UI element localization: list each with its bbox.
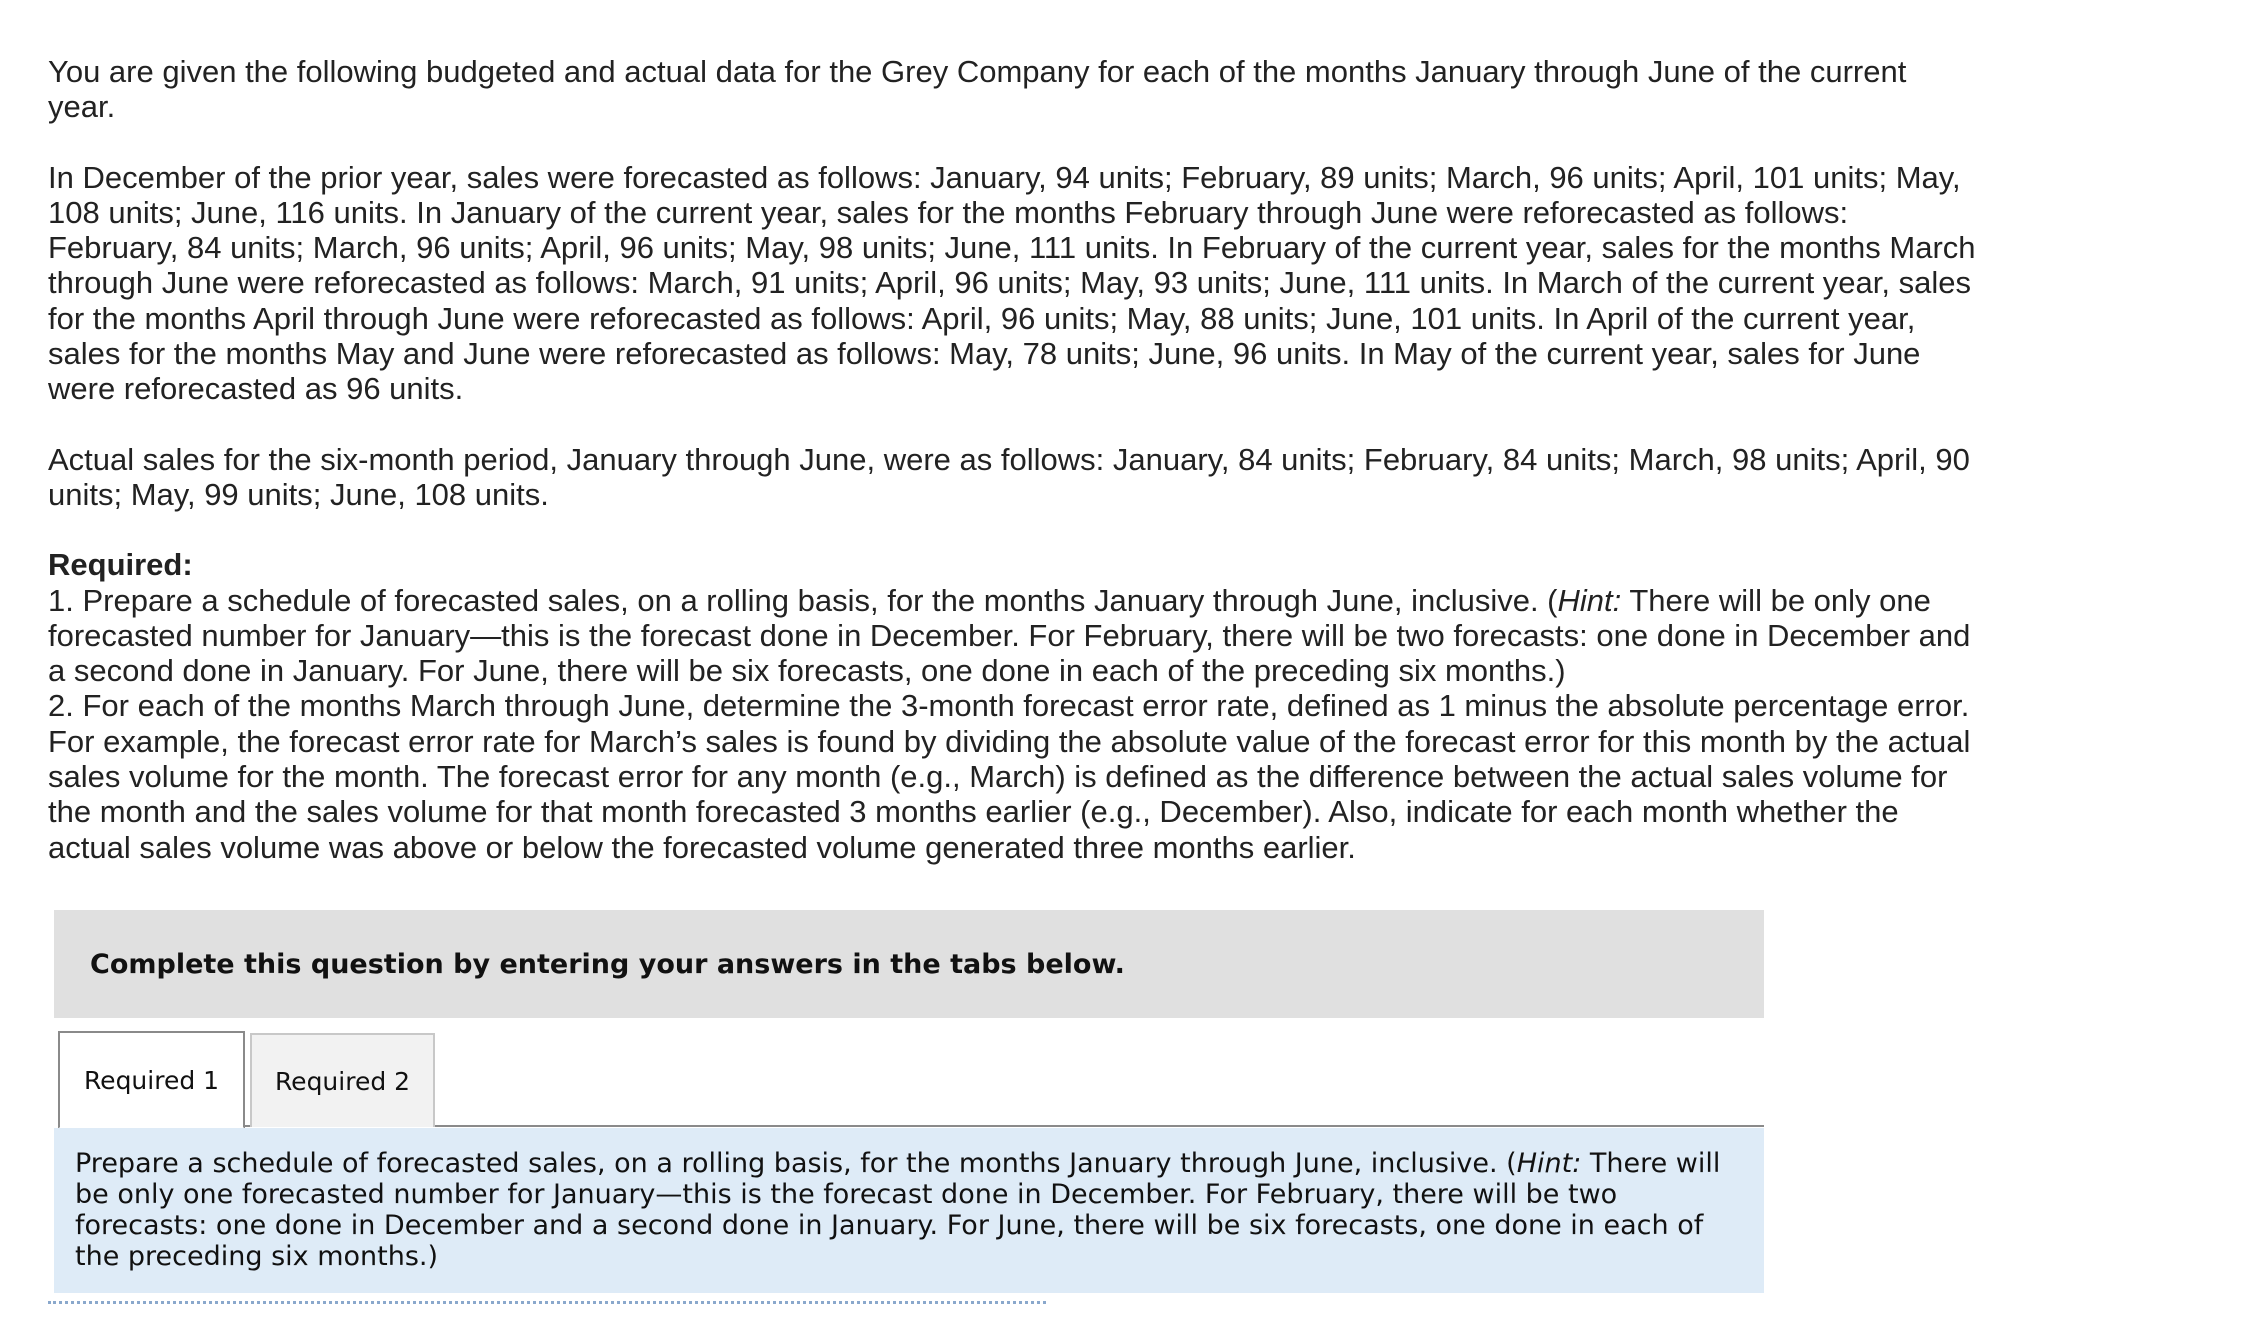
instruction-text: Complete this question by entering your answers in the tabs below.: [90, 948, 1125, 980]
problem-statement: [48, 54, 1978, 865]
dotted-divider: [48, 1301, 1046, 1304]
required-section: [48, 547, 1978, 865]
tab-required-2[interactable]: [250, 1033, 435, 1127]
tab-panel-text-prefix: Prepare a schedule of forecasted sales, on a rolling basis, for the months January through June, inclusive. (: [75, 1148, 1517, 1179]
required-heading: Required:: [48, 547, 193, 583]
tab-required-1-label: Required 1: [83, 1065, 220, 1095]
requirement-2: 2. For each of the months March through June, determine the 3-month forecast error rate, defined as 1 minus the absolute percentage error. For example, the forecast error rate for March’s sales is found by dividing the absolute value of the forecast error for this month by the actual sales volume for the month. The forecast error for any month (e.g., March) is defined as the difference between the actual sales volume for the month and the sales volume for that month forecasted 3 months earlier (e.g., December). Also, indicate for each month whether the actual sales volume was above or below the forecasted volume generated three months earlier.: [48, 688, 1971, 865]
answer-tabs: [58, 1031, 1764, 1127]
requirement-1-suffix: There will be only one forecasted number for January—this is the forecast done in December. For February, there will be two forecasts: one done in December and a second done in January. For June, there will be six forecasts, one done in each of the preceding six months.): [48, 582, 1971, 689]
actuals-paragraph: Actual sales for the six-month period, January through June, were as follows: January, 84 units; February, 84 units; March, 98 units; April, 90 units; May, 99 units; June, 108 units.: [48, 441, 1970, 512]
requirement-1-prefix: 1. Prepare a schedule of forecasted sales, on a rolling basis, for the months January through June, inclusive. (: [48, 582, 1558, 618]
intro-paragraph: You are given the following budgeted and actual data for the Grey Company for each of the months January through June of the current year.: [48, 54, 1907, 125]
hint-label: Hint:: [1557, 582, 1622, 618]
instruction-banner: [54, 910, 1764, 1018]
tab-panel-required-1: [54, 1128, 1764, 1293]
tab-required-2-label: Required 2: [274, 1066, 411, 1096]
tab-panel-text-suffix: There will be only one forecasted number for January—this is the forecast done in December. For February, there will be two forecasts: one done in December and a second done in January. For June, there will be six forecasts, one done in each of the preceding six months.): [75, 1148, 1721, 1272]
tab-required-1[interactable]: [58, 1031, 245, 1129]
forecasts-paragraph: In December of the prior year, sales were forecasted as follows: January, 94 units; February, 89 units; March, 96 units; April, 101 units; May, 108 units; June, 116 units. In January of the current year, sales for the months February through June were reforecasted as follows: February, 84 units; March, 96 units; April, 96 units; May, 98 units; June, 111 units. In February of the current year, sales for the months March through June were reforecasted as follows: March, 91 units; April, 96 units; May, 93 units; June, 111 units. In March of the current year, sales for the months April through June were reforecasted as follows: April, 96 units; May, 88 units; June, 101 units. In April of the current year, sales for the months May and June were reforecasted as follows: May, 78 units; June, 96 units. In May of the current year, sales for June were reforecasted as 96 units.: [48, 159, 1976, 407]
tab-panel-instructions: [75, 1148, 1736, 1272]
requirement-1: [48, 583, 1978, 689]
tab-panel-hint-label: Hint:: [1516, 1148, 1582, 1179]
